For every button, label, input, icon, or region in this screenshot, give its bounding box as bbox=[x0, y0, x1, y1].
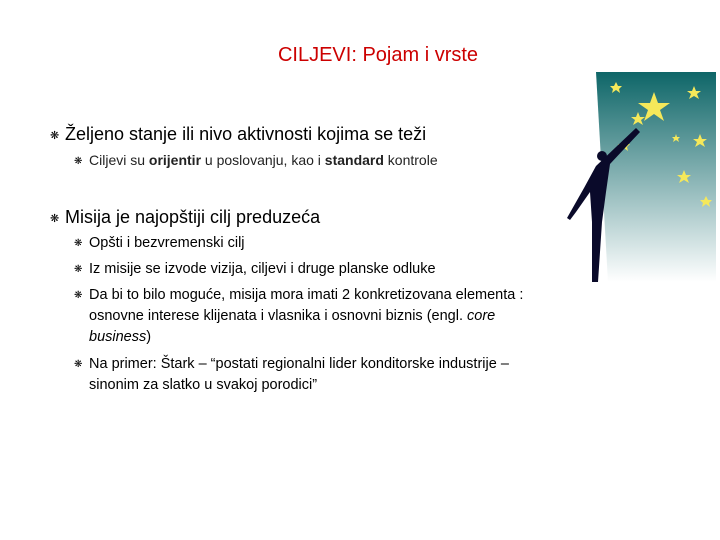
slide-title: CILJEVI: Pojam i vrste bbox=[277, 44, 479, 66]
sub-bullet-text: Iz misije se izvode vizija, ciljevi i druge planske odluke bbox=[89, 261, 436, 277]
emphasis-core: core bbox=[467, 308, 496, 324]
bullet-text: Željeno stanje ili nivo aktivnosti kojima se teži bbox=[65, 124, 427, 144]
sub-bullet-item bbox=[74, 354, 674, 396]
sub-bullet-text: Da bi to bilo moguće, misija mora imati 2 konkretizovana elementa : bbox=[89, 287, 524, 303]
bullet-text: Misija je najopštiji cilj preduzeća bbox=[65, 207, 321, 227]
bullet-item bbox=[50, 123, 426, 147]
sub-bullet-continuation: sinonim za slatko u svakoj porodici” bbox=[89, 377, 318, 393]
bullet-icon: ❋ bbox=[74, 290, 83, 301]
sub-bullet-text: Ciljevi su bbox=[89, 152, 149, 168]
sub-bullet-text: Na primer: Štark – “postati regionalni lider konditorske industrije – bbox=[89, 356, 509, 372]
sub-bullet-item bbox=[74, 233, 245, 254]
sub-bullet-continuation bbox=[74, 327, 674, 348]
sub-bullet-text: osnovne interese klijenata i vlasnika i osnovni biznis (engl. bbox=[89, 308, 468, 324]
emphasis-business: business bbox=[89, 329, 147, 345]
bullet-item bbox=[50, 206, 320, 230]
bullet-icon: ❋ bbox=[74, 264, 83, 275]
sub-bullet-item bbox=[74, 150, 438, 172]
bullet-icon: ❋ bbox=[74, 359, 83, 370]
bullet-icon: ❋ bbox=[74, 238, 83, 249]
bullet-icon: ❋ bbox=[50, 129, 60, 142]
emphasis-standard: standard bbox=[324, 152, 384, 168]
sub-bullet-continuation bbox=[74, 306, 674, 327]
sub-bullet-text: ) bbox=[146, 329, 152, 345]
sub-bullet-text: kontrole bbox=[383, 152, 438, 168]
sub-bullet-item bbox=[74, 259, 436, 280]
sub-bullet-item bbox=[74, 285, 674, 348]
reaching-for-stars-illustration bbox=[566, 72, 716, 282]
sub-bullet-text: Opšti i bezvremenski cilj bbox=[89, 235, 245, 251]
bullet-icon: ❋ bbox=[50, 212, 60, 225]
sub-bullet-text: u poslovanju, kao i bbox=[201, 152, 325, 168]
bullet-icon: ❋ bbox=[74, 156, 83, 167]
emphasis-orijentir: orijentir bbox=[148, 152, 202, 168]
